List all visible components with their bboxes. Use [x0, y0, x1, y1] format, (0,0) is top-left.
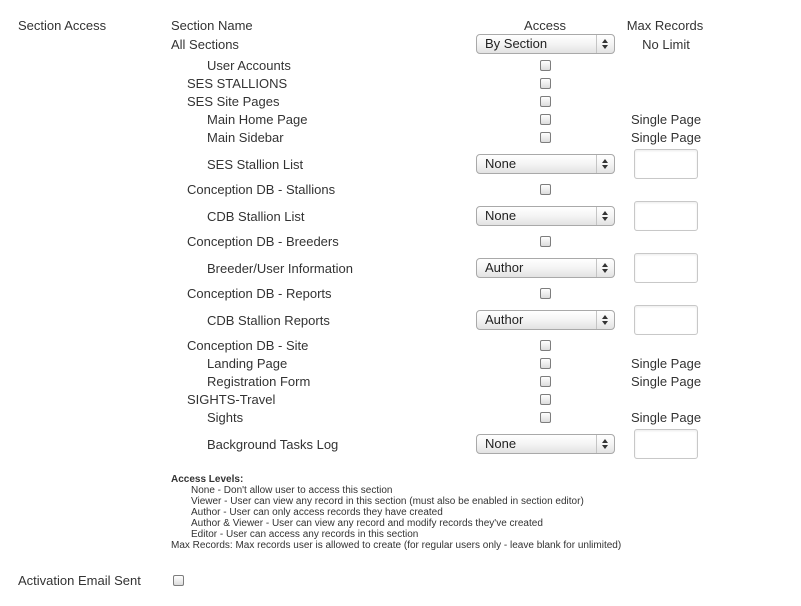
access-checkbox-conception-db-breeders[interactable]	[540, 236, 551, 247]
access-checkbox-landing-page[interactable]	[540, 358, 551, 369]
row-name-registration-form: Registration Form	[207, 374, 311, 389]
select-arrows-icon	[596, 311, 614, 329]
row-name-all-sections: All Sections	[171, 37, 239, 52]
note-none: None - Don't allow user to access this section	[191, 485, 393, 496]
row-name-ses-site-pages: SES Site Pages	[187, 94, 280, 109]
access-checkbox-main-sidebar[interactable]	[540, 132, 551, 143]
row-name-ses-stallions: SES STALLIONS	[187, 76, 288, 91]
row-name-sights-travel: SIGHTS-Travel	[187, 392, 276, 407]
row-name-main-sidebar: Main Sidebar	[207, 130, 284, 145]
row-name-breeder-user-information: Breeder/User Information	[207, 261, 353, 276]
max-records-landing-page: Single Page	[630, 356, 702, 371]
max-records-sights: Single Page	[630, 410, 702, 425]
access-checkbox-conception-db-site[interactable]	[540, 340, 551, 351]
row-name-conception-db-site: Conception DB - Site	[187, 338, 309, 353]
access-select-value: Author	[485, 312, 524, 327]
activation-email-checkbox[interactable]	[173, 575, 184, 586]
max-records-input-background-tasks-log[interactable]	[634, 429, 698, 459]
access-select-value: None	[485, 156, 517, 171]
access-select-value: None	[485, 208, 517, 223]
access-select-background-tasks-log[interactable]	[476, 434, 615, 454]
access-select-value: By Section	[485, 36, 548, 51]
access-checkbox-registration-form[interactable]	[540, 376, 551, 387]
access-checkbox-conception-db-reports[interactable]	[540, 288, 551, 299]
access-select-value: Author	[485, 260, 524, 275]
max-records-main-sidebar: Single Page	[630, 130, 702, 145]
access-checkbox-ses-site-pages[interactable]	[540, 96, 551, 107]
note-author-viewer: Author & Viewer - User can view any record and modify records they've created	[191, 518, 543, 529]
row-name-main-home-page: Main Home Page	[207, 112, 308, 127]
row-name-cdb-stallion-reports: CDB Stallion Reports	[207, 313, 330, 328]
select-arrows-icon	[596, 435, 614, 453]
select-arrows-icon	[596, 155, 614, 173]
note-viewer: Viewer - User can view any record in this section (must also be enabled in section editor)	[191, 496, 584, 507]
row-name-sights: Sights	[207, 410, 244, 425]
max-records-main-home-page: Single Page	[630, 112, 702, 127]
max-records-registration-form: Single Page	[630, 374, 702, 389]
access-select-breeder-user-information[interactable]	[476, 258, 615, 278]
row-name-landing-page: Landing Page	[207, 356, 288, 371]
header-section-name: Section Name	[171, 18, 253, 33]
activation-email-label: Activation Email Sent	[18, 573, 141, 588]
header-access: Access	[524, 18, 566, 33]
row-name-conception-db-reports: Conception DB - Reports	[187, 286, 332, 301]
access-checkbox-sights[interactable]	[540, 412, 551, 423]
access-checkbox-main-home-page[interactable]	[540, 114, 551, 125]
select-arrows-icon	[596, 207, 614, 225]
access-levels-notes	[171, 474, 621, 551]
notes-title: Access Levels:	[171, 474, 244, 485]
row-name-conception-db-breeders: Conception DB - Breeders	[187, 234, 339, 249]
row-name-ses-stallion-list: SES Stallion List	[207, 157, 304, 172]
row-name-conception-db-stallions: Conception DB - Stallions	[187, 182, 336, 197]
note-max-records: Max Records: Max records user is allowed to create (for regular users only - leave blank for unlimited)	[171, 540, 622, 551]
select-arrows-icon	[596, 35, 614, 53]
access-checkbox-conception-db-stallions[interactable]	[540, 184, 551, 195]
max-records-input-ses-stallion-list[interactable]	[634, 149, 698, 179]
max-records-input-breeder-user-information[interactable]	[634, 253, 698, 283]
max-records-input-cdb-stallion-list[interactable]	[634, 201, 698, 231]
access-select-cdb-stallion-list[interactable]	[476, 206, 615, 226]
row-name-user-accounts: User Accounts	[207, 58, 291, 73]
max-records-input-cdb-stallion-reports[interactable]	[634, 305, 698, 335]
access-select-ses-stallion-list[interactable]	[476, 154, 615, 174]
row-name-cdb-stallion-list: CDB Stallion List	[207, 209, 305, 224]
access-select-all-sections[interactable]	[476, 34, 615, 54]
max-records-all-sections: No Limit	[642, 37, 690, 52]
access-checkbox-sights-travel[interactable]	[540, 394, 551, 405]
section-access-label: Section Access	[18, 18, 107, 33]
select-arrows-icon	[596, 259, 614, 277]
access-select-value: None	[485, 436, 517, 451]
access-checkbox-ses-stallions[interactable]	[540, 78, 551, 89]
note-editor: Editor - User can access any records in this section	[191, 529, 419, 540]
access-checkbox-user-accounts[interactable]	[540, 60, 551, 71]
note-author: Author - User can only access records they have created	[191, 507, 443, 518]
header-max-records: Max Records	[626, 18, 704, 33]
row-name-background-tasks-log: Background Tasks Log	[207, 437, 339, 452]
access-select-cdb-stallion-reports[interactable]	[476, 310, 615, 330]
